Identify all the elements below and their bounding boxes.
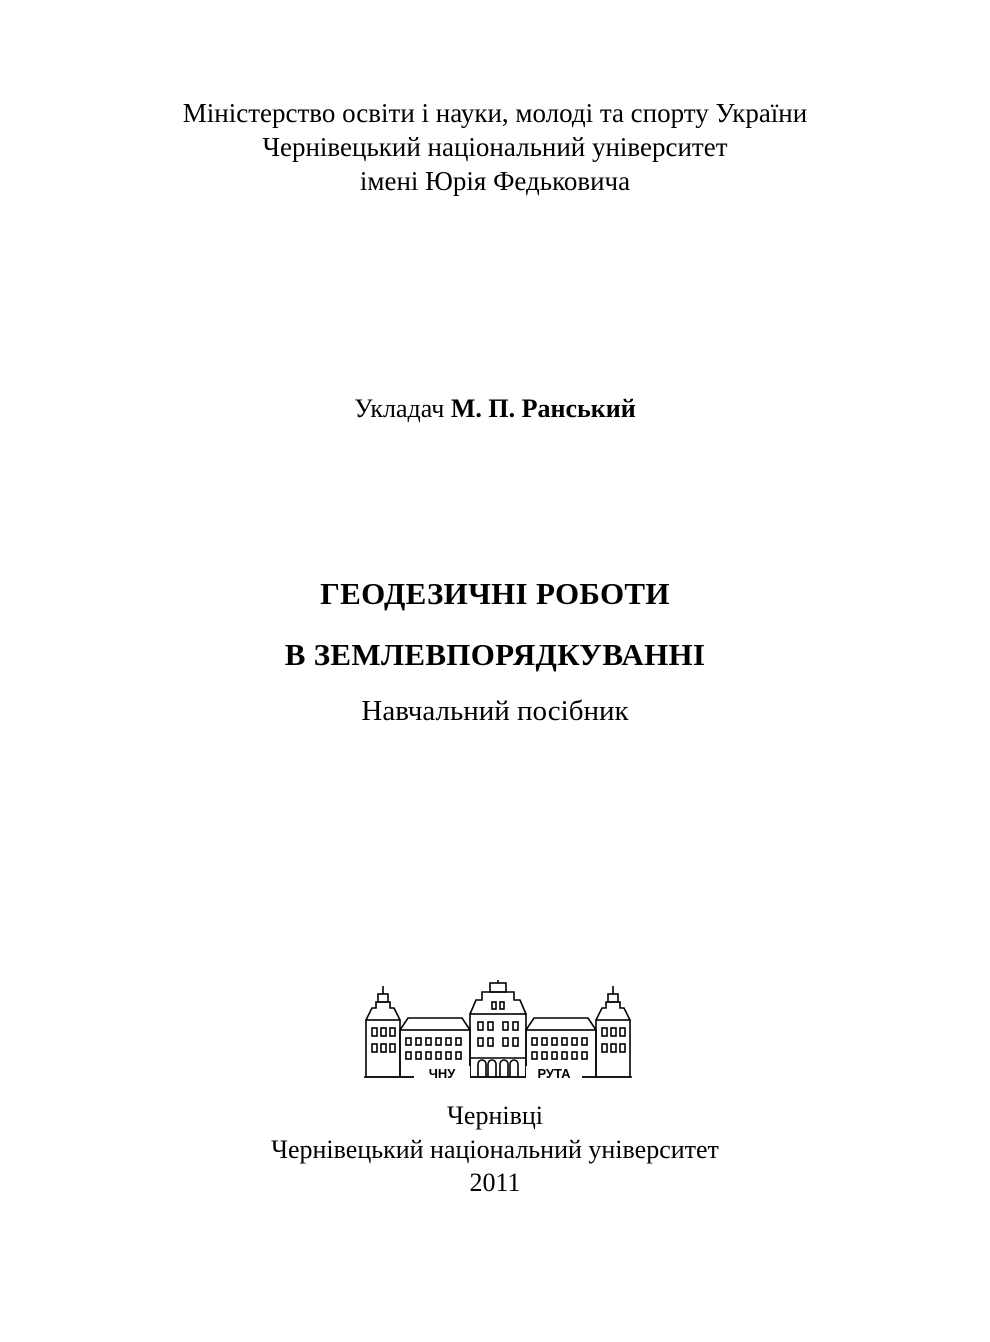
logo-left-label: ЧНУ	[428, 1066, 456, 1080]
author-name: М. П. Ранський	[450, 394, 636, 423]
named-after-line: імені Юрія Федьковича	[359, 166, 631, 196]
book-title-line-1: ГЕОДЕЗИЧНІ РОБОТИ	[320, 576, 670, 611]
university-building-logo	[362, 980, 634, 1080]
ministry-line: Міністерство освіти і науки, молоді та спорту України	[182, 98, 808, 128]
publication-year: 2011	[469, 1168, 521, 1197]
book-subtitle: Навчальний посібник	[361, 695, 629, 727]
publisher-city: Чернівці	[447, 1101, 543, 1130]
author-role: Укладач	[354, 394, 445, 423]
university-line: Чернівецький національний університет	[262, 132, 728, 162]
author-line	[0, 394, 990, 424]
logo-right-label: РУТА	[537, 1066, 571, 1080]
publisher-name: Чернівецький національний університет	[271, 1135, 719, 1164]
book-title-line-2: В ЗЕМЛЕВПОРЯДКУВАННІ	[284, 637, 706, 672]
